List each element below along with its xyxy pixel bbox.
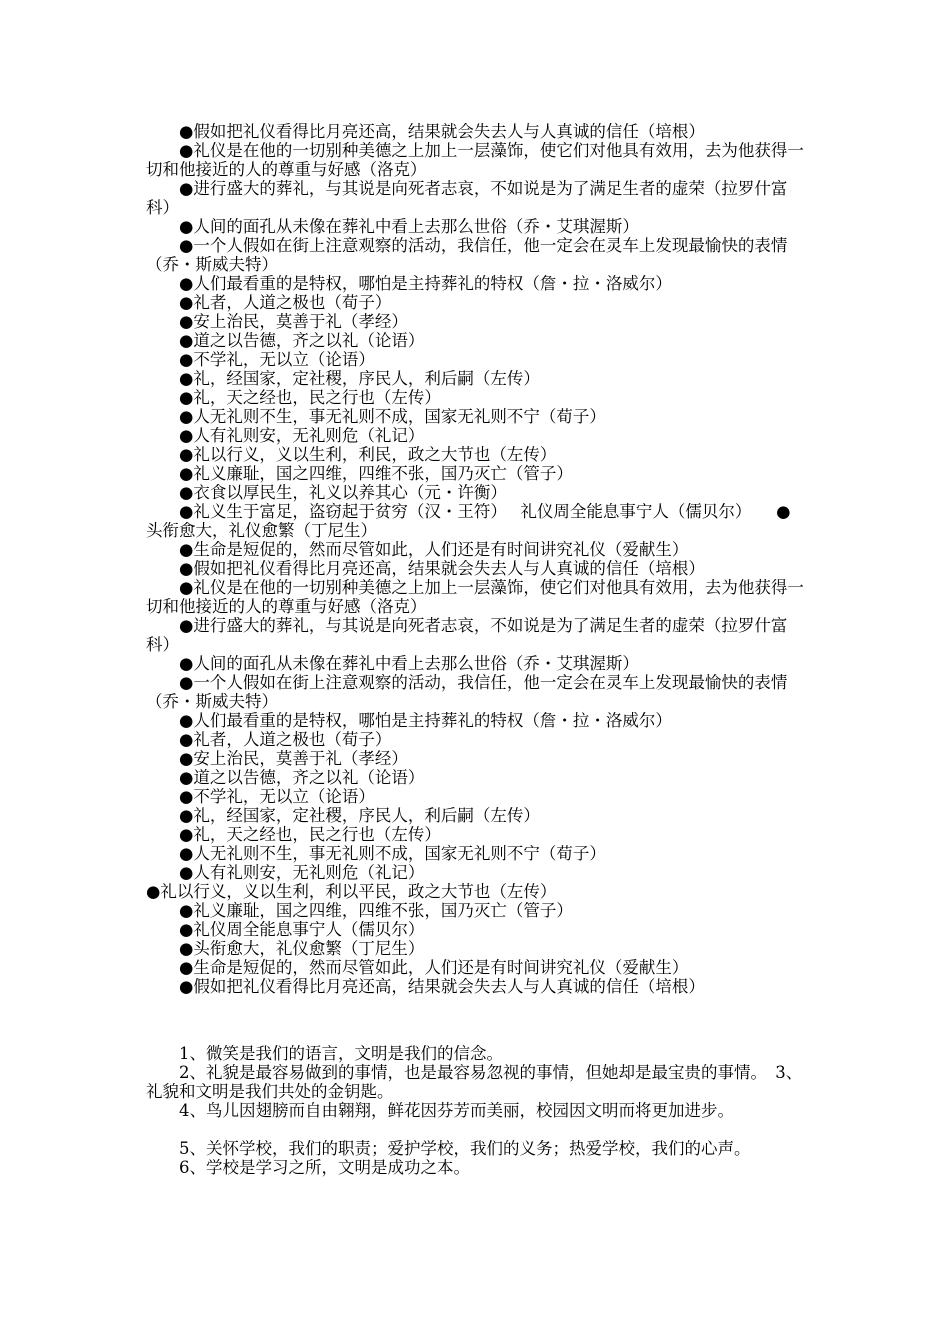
quote-paragraph: ●不学礼，无以立（论语）	[179, 787, 375, 806]
quote-paragraph: ●礼义生于富足，盗窃起于贫穷（汉・王符） 礼仪周全能息事宁人（儒贝尔） ●头衔愈大，礼仪愈繁（丁尼生）	[146, 502, 791, 540]
slogan-paragraph: 5、关怀学校，我们的职责；爱护学校，我们的义务；热爱学校，我们的心声。	[179, 1139, 751, 1158]
slogan-paragraph: 4、鸟儿因翅膀而自由翱翔，鲜花因芬芳而美丽，校园因文明而将更加进步。	[179, 1101, 734, 1120]
quote-paragraph: ●安上治民，莫善于礼（孝经）	[179, 749, 408, 768]
quote-paragraph: ●礼仪是在他的一切别种美德之上加上一层藻饰，使它们对他具有效用，去为他获得一切和他接近的人的尊重与好感（洛克）	[146, 578, 804, 616]
quote-paragraph: ●生命是短促的，然而尽管如此，人们还是有时间讲究礼仪（爱献生）	[179, 540, 689, 559]
quote-paragraph: ●一个人假如在街上注意观察的活动，我信任，他一定会在灵车上发现最愉快的表情（乔・斯威夫特）	[146, 236, 788, 274]
quote-paragraph: ●一个人假如在街上注意观察的活动，我信任，他一定会在灵车上发现最愉快的表情（乔・斯威夫特）	[146, 673, 788, 711]
quote-paragraph: ●假如把礼仪看得比月亮还高，结果就会失去人与人真诚的信任（培根）	[179, 559, 705, 578]
slogan-paragraph: 6、学校是学习之所，文明是成功之本。	[179, 1158, 470, 1177]
slogan-paragraph: 1、微笑是我们的语言，文明是我们的信念。	[179, 1044, 503, 1063]
quote-paragraph: ●假如把礼仪看得比月亮还高，结果就会失去人与人真诚的信任（培根）	[179, 122, 705, 141]
quote-paragraph: ●礼以行义，义以生利，利以平民，政之大节也（左传）	[146, 882, 557, 901]
quote-paragraph: ●安上治民，莫善于礼（孝经）	[179, 312, 408, 331]
document-body	[146, 122, 806, 1177]
slogans-section	[146, 1044, 806, 1177]
section-spacer	[146, 996, 806, 1044]
quote-paragraph: ●进行盛大的葬礼，与其说是向死者志哀，不如说是为了满足生者的虚荣（拉罗什富科）	[146, 616, 788, 654]
quote-paragraph: ●人间的面孔从未像在葬礼中看上去那么世俗（乔・艾琪渥斯）	[179, 217, 639, 236]
quote-paragraph: ●假如把礼仪看得比月亮还高，结果就会失去人与人真诚的信任（培根）	[179, 977, 705, 996]
quote-paragraph: ●礼，经国家，定社稷，序民人，利后嗣（左传）	[179, 806, 540, 825]
quote-paragraph: ●人无礼则不生，事无礼则不成，国家无礼则不宁（荀子）	[179, 407, 606, 426]
quote-paragraph: ●礼仪是在他的一切别种美德之上加上一层藻饰，使它们对他具有效用，去为他获得一切和他接近的人的尊重与好感（洛克）	[146, 141, 804, 179]
quotes-section	[146, 122, 806, 996]
quote-paragraph: ●进行盛大的葬礼，与其说是向死者志哀，不如说是为了满足生者的虚荣（拉罗什富科）	[146, 179, 788, 217]
quote-paragraph: ●礼义廉耻，国之四维，四维不张，国乃灭亡（管子）	[179, 901, 573, 920]
quote-paragraph: ●道之以告德，齐之以礼（论语）	[179, 331, 425, 350]
quote-paragraph: ●礼以行义，义以生利，利民，政之大节也（左传）	[179, 445, 557, 464]
quote-paragraph: ●礼仪周全能息事宁人（儒贝尔）	[179, 920, 425, 939]
quote-paragraph: ●礼者，人道之极也（荀子）	[179, 730, 392, 749]
quote-paragraph: ●礼，经国家，定社稷，序民人，利后嗣（左传）	[179, 369, 540, 388]
quote-paragraph: ●礼，天之经也，民之行也（左传）	[179, 388, 441, 407]
quote-paragraph: ●不学礼，无以立（论语）	[179, 350, 375, 369]
slogan-paragraph: 2、礼貌是最容易做到的事情，也是最容易忽视的事情，但她却是最宝贵的事情。 3、礼貌和文明是我们共处的金钥匙。	[146, 1063, 803, 1101]
quote-paragraph: ●人间的面孔从未像在葬礼中看上去那么世俗（乔・艾琪渥斯）	[179, 654, 639, 673]
quote-paragraph: ●礼，天之经也，民之行也（左传）	[179, 825, 441, 844]
paragraph-spacer	[146, 1120, 806, 1139]
quote-paragraph: ●礼义廉耻，国之四维，四维不张，国乃灭亡（管子）	[179, 464, 573, 483]
quote-paragraph: ●人们最看重的是特权，哪怕是主持葬礼的特权（詹・拉・洛威尔）	[179, 711, 672, 730]
quote-paragraph: ●生命是短促的，然而尽管如此，人们还是有时间讲究礼仪（爱献生）	[179, 958, 689, 977]
quote-paragraph: ●头衔愈大，礼仪愈繁（丁尼生）	[179, 939, 425, 958]
quote-paragraph: ●礼者，人道之极也（荀子）	[179, 293, 392, 312]
quote-paragraph: ●人有礼则安，无礼则危（礼记）	[179, 426, 425, 445]
quote-paragraph: ●人无礼则不生，事无礼则不成，国家无礼则不宁（荀子）	[179, 844, 606, 863]
quote-paragraph: ●人有礼则安，无礼则危（礼记）	[179, 863, 425, 882]
quote-paragraph: ●人们最看重的是特权，哪怕是主持葬礼的特权（詹・拉・洛威尔）	[179, 274, 672, 293]
quote-paragraph: ●道之以告德，齐之以礼（论语）	[179, 768, 425, 787]
quote-paragraph: ●衣食以厚民生，礼义以养其心（元・许衡）	[179, 483, 507, 502]
